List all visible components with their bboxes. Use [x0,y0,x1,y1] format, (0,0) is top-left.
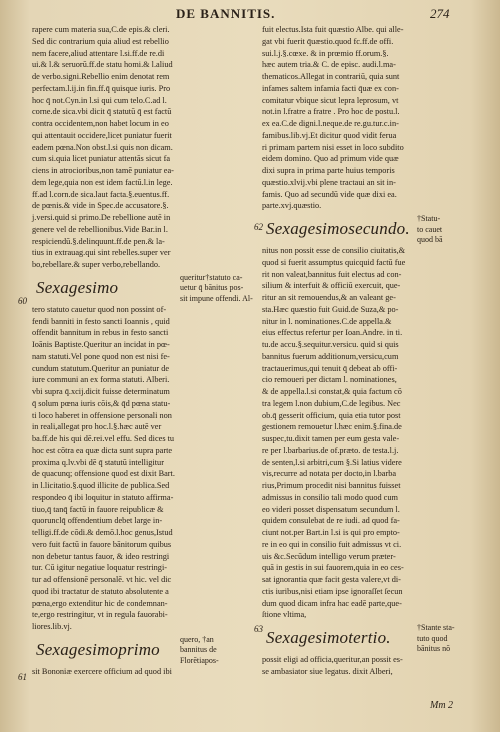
section-63-heading-aside [417,623,477,655]
text-line: ba.ff.de his qui dē.rei.vel effu. Sed dices tu [32,434,175,443]
text-line: ri primam partem nisi esset in loco subdito [262,142,404,152]
heading-aside-line: bānitus nō [417,644,451,653]
text-line: eidem domino. Quo ad primum vide quæ [262,154,399,164]
right-column [262,24,477,700]
text-line: cio remoueri per dictam l. nominationes, [262,375,397,385]
text-line: quæstio.xlvij.vbi plene tractaui an sit in- [262,177,396,187]
text-line: rapere cum materia sua,C.de epis.& cleri. [32,25,170,34]
heading-aside-line: sit impune offendi. Al- [180,293,253,303]
section-63-text [262,654,477,678]
signature-mark: Mm 2 [430,700,454,711]
text-line: respondeo q̄ ibi loquitur in statuto affirma- [32,492,174,502]
heading-aside-line: †Statu- [417,214,441,223]
section-60-text [32,304,240,633]
text-line: vbi supra q̄.xcij.dicit fuisse determinatum [32,387,170,396]
text-line: hoc est cōtra ea quæ dicta sunt supra parte [32,445,173,455]
text-line: re in eo qui in consilio fuit admissus vt ci. [262,539,402,549]
text-line: ſtione vltima, [262,610,307,620]
text-line: pœna,ergo extenditur hic de condemnan- [32,598,168,608]
text-line: tractauerimus,qui tenuit q̄ debeat ab offi- [262,363,398,373]
section-62-heading-aside [417,214,477,246]
text-line: dum quod dicam infra hac eadē parte,que- [262,598,402,608]
text-line: Ioānis Baptiste.Queritur an incidat in pœ- [32,340,170,349]
page-number: 274 [430,6,450,21]
text-line: respiciendū.§.delinquunt.ff.de pen.& la- [32,236,165,246]
text-line: comitatur vbique sicut lepra leprosum, vt [262,95,399,105]
text-line: re per l.barbarius.de of.præto. de testa.l.j. [262,445,399,455]
text-line: proxima q.lv.vbi dē q̄ statutū intelligitur [32,457,164,467]
left-column-opening-text [32,24,240,271]
section-62-heading [262,214,477,244]
text-line: de quacunq; offensione quod est dixit Bart. [32,469,175,479]
text-line: ciens in atrocioribus,non tamē puniatur ea- [32,166,174,175]
section-60-heading-aside [180,272,253,305]
text-line: quod ibi tractatur de statuto absolutente a [32,586,169,596]
section-61-heading [32,635,240,665]
heading-aside-line: uetur q̄ bānitus pos- [180,283,244,293]
section-60-title: Sexagesimo [36,277,119,297]
section-63-title: Sexagesimotertio. [266,628,391,647]
text-line: non debetur tantus fauor, & ideo restringi [32,551,170,561]
text-line: thematicos.Allegat in contrariū, quia sunt [262,72,400,81]
text-line: rit non valeat,bannitus fuit electus ad con- [262,269,402,279]
margin-number-61: 61 [18,672,27,682]
text-line: Sed dic contrarium quia aliud est rebellio [32,36,169,46]
text-line: dem lege,quia non est idem factū.l.in lege. [32,177,173,187]
text-line: tra legem l.non dubium,C.de legibus. Nec [262,398,401,408]
heading-aside-line: †Stante sta- [417,623,455,632]
section-62-text [262,245,477,621]
text-line: eo videri posset dispensatum secundum l. [262,504,400,514]
text-line: ex ea.C.de digni.l.neque.de re.gu.tur.c.in- [262,119,399,128]
text-line: bannitus fuerum additionum,versicu,cum [262,351,399,361]
text-line: nam statuti.Vel pone quod non est nisi fe- [32,351,170,361]
text-line: corne.de sica.vbi dicit q̄ statutū q̄ est factū [32,107,172,117]
text-line: tu.de accu.§.sequitur.versicu. quid si quis [262,340,399,349]
text-line: tur ad offensionē personalē. vt hic. vel dic [32,575,172,584]
text-line: famibus.lib.vj.Et dicitur quod vidit ferua [262,130,397,140]
text-line: contra occidentem,non habet locum in eo [32,119,169,128]
text-line: gestionem remouetur l.hæc enim.§.fina.de [262,422,402,432]
text-line: in l.licitatio.§.quod illicite de publica.Sed [32,481,170,490]
text-line: q̄ solum pœna iuris cōis,& q̄d pœna statu- [32,398,171,408]
text-line: infames saltem infamia facti q̄uæ ex con- [262,83,399,93]
text-line: tur. Cū igitur negatiue loquatur restringi- [32,563,168,573]
text-line: fuit electus.Ista fuit quæstio Albe. qui alle- [262,25,404,34]
text-line: sit Bononiæ exercere officium ad quod ibi [32,666,172,676]
text-line: dixi supra in prima parte huius temporis [262,166,395,175]
text-line: j.versi.quid si primo.De rebellione autē in [32,213,171,222]
section-63-heading [262,623,477,653]
heading-aside-line: tuto quod [417,633,448,643]
text-line: ob.q̄ gesserit officium, quia etia tutor post [262,410,401,420]
heading-aside-line: quod bā [417,235,443,244]
text-line: nem facere,aliud attentare l.si.ff.de re.di [32,48,165,58]
text-line: in reali,allegat pro hoc.l.§.hæc autē ver [32,422,162,432]
text-line: suspec,tu.dixit tamen per eum gesta vale- [262,434,400,443]
text-line: gat vbi fuerit q̄uæstio.quod fc.ff.de offi. [262,36,394,46]
text-line: te,ergo restringitur, vt in regula fauorabi- [32,610,168,620]
heading-aside-line: queritur†statuto ca- [180,272,243,282]
text-line: quā in gestis in sui fauorem,quia in eo ces- [262,563,404,573]
text-line: sta.Hæc quæstio fuit Guid.de Suza,& po- [262,304,399,314]
section-60-heading [32,272,253,303]
right-column-opening-text [262,24,477,212]
section-61-heading-aside [180,635,240,667]
text-line: ff.ad l.corn.de sica.laut facta.§.euentus.ff. [32,189,170,199]
text-line: de verbo.signi.Rebellio enim denotat rem [32,72,170,81]
text-line: vis,recurre ad notata per docto,in l.barba [262,469,397,479]
text-line: parte.xvj.quæstio. [262,201,322,211]
running-head: DE BANNITIS. [176,6,276,21]
text-line: ritur an sit remouendus,& an valeant ge- [262,293,396,302]
text-line: sui.l.j.§.cœxe. & in prœmio ff.orum.§. [262,48,389,58]
text-line: iure communi an ex forma statuti. Alberi. [32,375,170,385]
margin-number-60: 60 [18,296,27,306]
text-line: hoc q̄ not.Cyn.in l.si qui cum telo.C.ad l. [32,95,167,105]
text-line: uis &c.Secūdum intelligo verum præter- [262,551,396,561]
text-line: eadem pœna.Non obst.l.si quis non dicam. [32,142,173,152]
text-line: vero fuit factū in fauore bānitorum quibus [32,539,172,549]
text-line: de pœnis.& vide in Spec.de accusatore.§. [32,201,169,211]
text-line: se ambasiator siue legatus. dixit Alberi, [262,666,393,676]
text-line: famis. Quo ad secundū vide quæ dixi ea. [262,189,397,199]
section-61-title: Sexagesimoprimo [36,639,160,659]
margin-number-62: 62 [254,222,263,232]
text-line: qui attentauit occidere,licet puniatur fuerit [32,130,172,140]
text-line: cum si.quia licet puniatur attentās sicut fa [32,154,171,164]
heading-aside-line: quero, †an [180,634,214,644]
text-line: nitur in l. nominationes.C.de appella.& [262,316,392,326]
text-line: ti loco haberet in offensione personali non [32,410,172,420]
heading-aside-line: to cauet [417,224,443,234]
text-line: genere vel de rebellionibus.Vide Bar.in l. [32,224,168,234]
left-column [32,24,253,700]
margin-number-63: 63 [254,624,263,634]
text-line: nitus non possit esse de consilio ciuitatis,& [262,246,406,255]
text-line: & de appella.l.si constat,& quia factum cō [262,387,402,396]
text-line: quidem consulebat de re iudi. ad quod fa- [262,516,400,526]
text-line: tero statuto cauetur quod non possint of- [32,304,167,314]
page-header [0,6,500,22]
text-line: admissus in consilio tali modo quod cum [262,492,398,502]
text-line: tius in extrauag.qui sint rebelles.super ver [32,248,171,258]
text-line: liores.lib.vj. [32,622,72,631]
text-line: ctis iuribus,nisi etiam ipse ignoraſſet ſecun [262,586,403,596]
text-line: telligi.ff.de cōdi.& demō.l.hoc genus,Istud [32,528,173,537]
text-line: ciunt not.per Bart.in l.si is qui pro empto- [262,528,400,537]
text-line: rius,Primum procedit nisi bannitus fuisset [262,481,401,490]
text-line: not.in l.fratre a fratre . Pro hoc de postu.l. [262,107,400,117]
text-line: ui.& l.& seruorū.ff.de statu homi.& l.aliud [32,60,173,70]
text-line: hæc autem tria.& C. de episc. audi.l.ma- [262,60,396,70]
text-line: sat ignorantia quæ facit gesta valere,vt di- [262,575,401,584]
text-line: bo,rebellare.& super verbo,rebellando. [32,260,161,269]
text-line: tiuo,q̄ tanq̄ factū in fauore reipublicæ & [32,504,164,514]
text-line: fendi banniti in festo sancti Ioannis , quid [32,316,170,326]
text-line: cundum statutum.Queritur an puniatur de [32,363,170,373]
heading-aside-line: Florētiapos- [180,655,219,665]
text-line: possit eligi ad officia,queritur,an possit es- [262,655,403,664]
text-line: perfectam.l.ij.in fin.ff.q̄ quisque iuris. Pro [32,83,171,93]
text-line: quorunclq̄ offendentium debet large in- [32,516,163,526]
text-line: de senten,l.si arbitri,cum §.Si latius videre [262,457,402,467]
text-line: quod si fuerit assumptus quicquid factū fue [262,257,406,267]
section-62-title: Sexagesimosecundo. [266,219,410,238]
section-61-text [32,666,240,678]
text-line: silium & interfuit & officiū exercuit, que- [262,281,401,291]
text-line: offendit bannitum in rebus in festo sancti [32,328,169,338]
text-line: eius effectus refertur per Ioan.Andre. in ti. [262,328,403,338]
heading-aside-line: bannitus de [180,645,217,655]
